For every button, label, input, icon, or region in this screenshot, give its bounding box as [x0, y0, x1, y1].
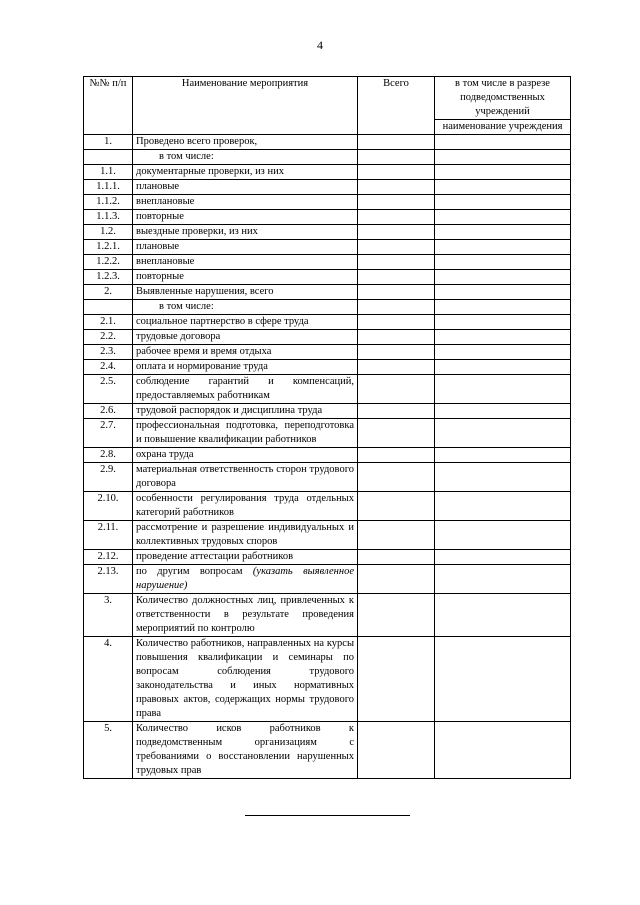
row-name-text: плановые [136, 181, 180, 192]
total-cell [358, 637, 435, 722]
total-cell [358, 315, 435, 330]
table-body [84, 135, 571, 779]
table-row [84, 165, 571, 180]
table-row [84, 345, 571, 360]
row-number: 5. [84, 722, 133, 779]
row-name [133, 360, 358, 375]
row-number: 2.11. [84, 521, 133, 550]
total-cell [358, 550, 435, 565]
row-name [133, 270, 358, 285]
institution-cell [435, 722, 571, 779]
row-name [133, 225, 358, 240]
institution-cell [435, 404, 571, 419]
row-name [133, 285, 358, 300]
row-number: 1.2.3. [84, 270, 133, 285]
row-name [133, 463, 358, 492]
row-number: 2.2. [84, 330, 133, 345]
row-number: 1.2. [84, 225, 133, 240]
row-name [133, 135, 358, 150]
total-cell [358, 404, 435, 419]
row-name [133, 375, 358, 404]
row-number: 2.10. [84, 492, 133, 521]
institution-cell [435, 330, 571, 345]
total-cell [358, 448, 435, 463]
row-name-text: охрана труда [136, 449, 194, 460]
header-institution: наименование учреждения [435, 120, 571, 135]
row-name-text: документарные проверки, из них [136, 166, 284, 177]
row-number: 1.2.2. [84, 255, 133, 270]
institution-cell [435, 195, 571, 210]
table-row [84, 300, 571, 315]
total-cell [358, 180, 435, 195]
row-name [133, 565, 358, 594]
total-cell [358, 492, 435, 521]
table-row [84, 492, 571, 521]
table-row [84, 419, 571, 448]
total-cell [358, 195, 435, 210]
institution-cell [435, 419, 571, 448]
row-number: 2.5. [84, 375, 133, 404]
table-row [84, 565, 571, 594]
table-row [84, 404, 571, 419]
total-cell [358, 521, 435, 550]
row-number: 2.7. [84, 419, 133, 448]
table-row [84, 180, 571, 195]
row-number: 1.1. [84, 165, 133, 180]
row-name [133, 550, 358, 565]
row-name [133, 722, 358, 779]
institution-cell [435, 565, 571, 594]
row-name-text: выездные проверки, из них [136, 226, 258, 237]
row-name [133, 448, 358, 463]
row-name [133, 165, 358, 180]
institution-cell [435, 463, 571, 492]
page-number: 4 [317, 38, 323, 52]
institution-cell [435, 448, 571, 463]
row-name [133, 521, 358, 550]
header-name: Наименование мероприятия [133, 77, 358, 135]
institution-cell [435, 180, 571, 195]
row-name-text: повторные [136, 271, 184, 282]
total-cell [358, 330, 435, 345]
total-cell [358, 150, 435, 165]
row-name [133, 594, 358, 637]
table-row [84, 330, 571, 345]
row-name [133, 150, 358, 165]
row-number: 2.12. [84, 550, 133, 565]
total-cell [358, 210, 435, 225]
row-number: 2.9. [84, 463, 133, 492]
row-number: 2. [84, 285, 133, 300]
row-name [133, 210, 358, 225]
institution-cell [435, 345, 571, 360]
table-row [84, 594, 571, 637]
row-name-text: трудовой распорядок и дисциплина труда [136, 405, 323, 416]
row-number: 2.1. [84, 315, 133, 330]
table-row [84, 135, 571, 150]
row-name-text: рабочее время и время отдыха [136, 346, 272, 357]
total-cell [358, 165, 435, 180]
table-row [84, 521, 571, 550]
row-name-text: материальная ответственность сторон трудового договора [136, 464, 354, 489]
row-name-text: социальное партнерство в сфере труда [136, 316, 309, 327]
institution-cell [435, 255, 571, 270]
institution-cell [435, 550, 571, 565]
table-row [84, 225, 571, 240]
row-number: 1.1.2. [84, 195, 133, 210]
row-name [133, 180, 358, 195]
row-name-text: оплата и нормирование труда [136, 361, 268, 372]
row-number: 1.1.1. [84, 180, 133, 195]
row-name-text: по другим вопросам [136, 566, 243, 577]
table-row [84, 722, 571, 779]
row-number: 2.8. [84, 448, 133, 463]
row-name [133, 345, 358, 360]
row-name-text: трудовые договора [136, 331, 221, 342]
institution-cell [435, 135, 571, 150]
institution-cell [435, 492, 571, 521]
row-number: 1.1.3. [84, 210, 133, 225]
row-name-text: плановые [136, 241, 180, 252]
table-row [84, 150, 571, 165]
table-row [84, 315, 571, 330]
row-name-text: в том числе: [159, 151, 214, 162]
total-cell [358, 463, 435, 492]
total-cell [358, 135, 435, 150]
row-name-text: Количество исков работников к подведомственным организациям с требованиями о восстановлении нарушенных трудовых прав [136, 723, 354, 776]
institution-cell [435, 375, 571, 404]
institution-cell [435, 150, 571, 165]
table-row [84, 210, 571, 225]
row-name [133, 419, 358, 448]
row-name-text: Проведено всего проверок, [136, 136, 258, 147]
total-cell [358, 419, 435, 448]
row-name-text: в том числе: [159, 301, 214, 312]
row-name-text: Количество работников, направленных на курсы повышения квалификации и семинары по вопросам соблюдения трудового законодательства и иных нормативных правовых актов, содержащих нормы трудового права [136, 638, 354, 719]
row-name-text: проведение аттестации работников [136, 551, 294, 562]
row-name [133, 404, 358, 419]
row-name [133, 240, 358, 255]
institution-cell [435, 240, 571, 255]
row-number: 1.2.1. [84, 240, 133, 255]
table-row [84, 255, 571, 270]
table-row [84, 270, 571, 285]
institution-cell [435, 165, 571, 180]
institution-cell [435, 315, 571, 330]
row-number: 4. [84, 637, 133, 722]
row-name [133, 255, 358, 270]
table-row [84, 285, 571, 300]
total-cell [358, 722, 435, 779]
total-cell [358, 375, 435, 404]
row-name-text: внеплановые [136, 196, 195, 207]
header-num: №№ п/п [84, 77, 133, 135]
row-name-text: профессиональная подготовка, переподготовка и повышение квалификации работников [136, 420, 354, 445]
row-number: 2.13. [84, 565, 133, 594]
table-row [84, 375, 571, 404]
total-cell [358, 565, 435, 594]
total-cell [358, 240, 435, 255]
institution-cell [435, 285, 571, 300]
total-cell [358, 345, 435, 360]
institution-cell [435, 521, 571, 550]
institution-cell [435, 300, 571, 315]
row-name-text: внеплановые [136, 256, 195, 267]
signature-line [245, 815, 410, 816]
total-cell [358, 255, 435, 270]
row-name [133, 300, 358, 315]
institution-cell [435, 210, 571, 225]
row-name [133, 315, 358, 330]
row-name-text: Количество должностных лиц, привлеченных к ответственности в результате проведения мероприятий по контролю [136, 595, 354, 634]
institution-cell [435, 225, 571, 240]
row-number: 2.6. [84, 404, 133, 419]
institution-cell [435, 637, 571, 722]
row-name [133, 492, 358, 521]
header-breakdown: в том числе в разрезе подведомственных учреждений [435, 77, 571, 120]
report-table [83, 76, 571, 779]
table-row [84, 360, 571, 375]
table-row [84, 195, 571, 210]
row-name-text: особенности регулирования труда отдельных категорий работников [136, 493, 354, 518]
row-number: 2.3. [84, 345, 133, 360]
row-number [84, 300, 133, 315]
row-name-text: рассмотрение и разрешение индивидуальных и коллективных трудовых споров [136, 522, 354, 547]
total-cell [358, 285, 435, 300]
header-total: Всего [358, 77, 435, 135]
row-number [84, 150, 133, 165]
table-row [84, 448, 571, 463]
table-row [84, 240, 571, 255]
total-cell [358, 594, 435, 637]
row-name [133, 330, 358, 345]
row-name-text: повторные [136, 211, 184, 222]
table-row [84, 637, 571, 722]
row-number: 3. [84, 594, 133, 637]
institution-cell [435, 360, 571, 375]
institution-cell [435, 270, 571, 285]
table-row [84, 550, 571, 565]
row-number: 2.4. [84, 360, 133, 375]
row-name [133, 637, 358, 722]
row-name-text: Выявленные нарушения, всего [136, 286, 274, 297]
table-row [84, 463, 571, 492]
row-note: (указать выявленное нарушение) [136, 566, 355, 591]
total-cell [358, 360, 435, 375]
total-cell [358, 300, 435, 315]
row-name-text: соблюдение гарантий и компенсаций, предоставляемых работникам [136, 376, 354, 401]
total-cell [358, 270, 435, 285]
row-number: 1. [84, 135, 133, 150]
total-cell [358, 225, 435, 240]
row-name [133, 195, 358, 210]
institution-cell [435, 594, 571, 637]
